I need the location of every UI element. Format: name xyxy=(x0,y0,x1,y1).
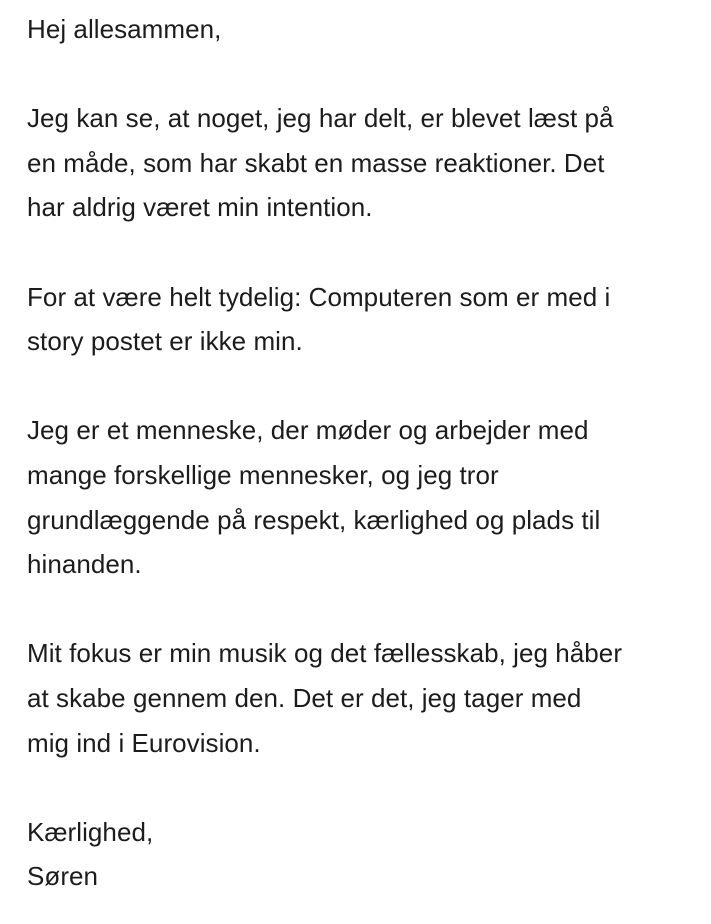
text-line: grundlæggende på respekt, kærlighed og plads til xyxy=(27,504,601,535)
text-line: at skabe gennem den. Det er det, jeg tager med xyxy=(27,682,582,713)
text-line: hinanden. xyxy=(27,549,142,580)
paragraph-focus xyxy=(27,631,711,765)
signature: Søren xyxy=(27,861,99,892)
paragraph-explanation xyxy=(27,96,711,230)
text-line: For at være helt tydelig: Computeren som er med i xyxy=(27,281,611,312)
paragraph-values xyxy=(27,408,711,586)
paragraph-gap xyxy=(27,765,711,810)
sign-off xyxy=(27,810,711,899)
text-line: Hej allesammen, xyxy=(27,14,222,44)
paragraph-gap xyxy=(27,230,711,275)
paragraph-clarification xyxy=(27,275,711,364)
text-line: en måde, som har skabt en masse reaktioner. Det xyxy=(27,147,605,178)
text-line: mig ind i Eurovision. xyxy=(27,727,261,758)
text-line: Jeg er et menneske, der møder og arbejder med xyxy=(27,415,589,446)
paragraph-gap xyxy=(27,52,711,97)
text-line: har aldrig været min intention. xyxy=(27,192,373,223)
text-line: Mit fokus er min musik og det fællesskab, jeg håber xyxy=(27,638,623,669)
paragraph-gap xyxy=(27,364,711,409)
paragraph-gap xyxy=(27,587,711,632)
text-line: story postet er ikke min. xyxy=(27,326,303,357)
greeting xyxy=(27,7,711,52)
text-line: mange forskellige mennesker, og jeg tror xyxy=(27,459,499,490)
closing: Kærlighed, xyxy=(27,816,154,847)
text-line: Jeg kan se, at noget, jeg har delt, er blevet læst på xyxy=(27,103,614,134)
